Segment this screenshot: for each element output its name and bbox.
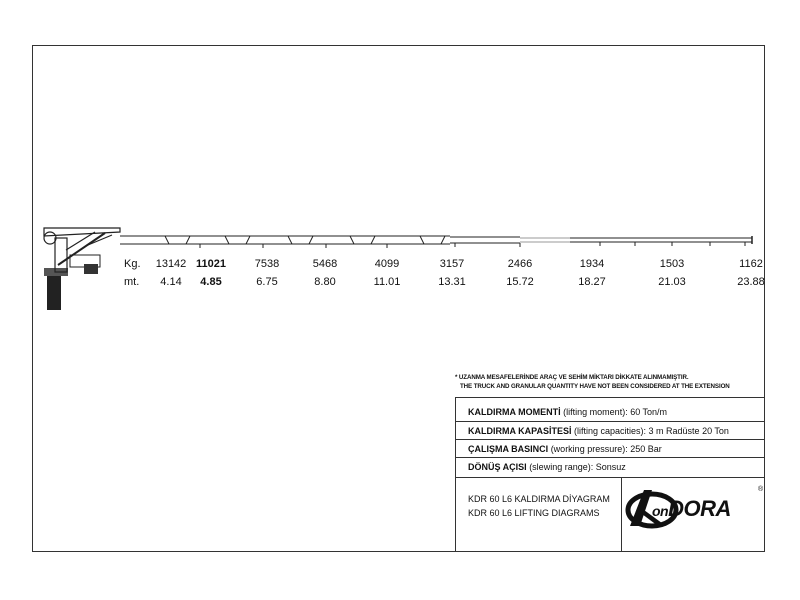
registered-mark: ®	[758, 486, 764, 493]
divider	[456, 439, 764, 440]
spec-moment	[468, 407, 667, 417]
spec-slewing	[468, 462, 626, 472]
spec-slewing-key: DÖNÜŞ AÇISI	[468, 462, 527, 472]
logo-text	[652, 496, 731, 522]
kg-cell: 1162	[739, 258, 763, 270]
logo-text-dora: DORA	[668, 496, 731, 521]
spec-pressure-value: (working pressure): 250 Bar	[550, 444, 662, 454]
kg-cell: 3157	[439, 258, 465, 270]
spec-capacity-key: KALDIRMA KAPASİTESİ	[468, 426, 572, 436]
mt-cell: 11.01	[373, 276, 401, 288]
diagram-title-tr: KDR 60 L6 KALDIRMA DİYAGRAM	[468, 494, 610, 504]
crane-mast	[55, 238, 67, 272]
spec-pressure-key: ÇALIŞMA BASINCI	[468, 444, 549, 454]
note-english: THE TRUCK AND GRANULAR QUANTITY HAVE NOT BEEN CONSIDERED AT THE EXTENSION	[460, 383, 730, 390]
kg-cell: 11021	[196, 258, 226, 270]
crane-pivot	[44, 232, 56, 244]
kg-cell: 1503	[659, 258, 685, 270]
mt-cell: 13.31	[438, 276, 466, 288]
kg-cell: 1934	[579, 258, 605, 270]
divider	[456, 457, 764, 458]
kg-label: Kg.	[124, 258, 141, 270]
divider	[456, 477, 764, 478]
divider	[456, 421, 764, 422]
title-divider	[621, 477, 622, 551]
note-turkish: * UZANMA MESAFELERİNDE ARAÇ VE SEHİM MİKTARI DİKKATE ALINMAMIŞTIR.	[455, 374, 689, 381]
mt-cell: 8.80	[314, 276, 336, 288]
spec-capacity	[468, 426, 729, 436]
mt-cell: 4.85	[200, 276, 222, 288]
kg-cell: 2466	[507, 258, 533, 270]
inner-boom	[44, 228, 120, 236]
crane-column	[47, 272, 61, 310]
spec-capacity-value: (lifting capacities): 3 m Radüste 20 Ton	[574, 426, 729, 436]
spec-box	[455, 397, 765, 552]
spec-pressure	[468, 444, 662, 454]
kg-cell: 5468	[312, 258, 338, 270]
spec-moment-key: KALDIRMA MOMENTİ	[468, 407, 561, 417]
spec-slewing-value: (slewing range): Sonsuz	[529, 462, 626, 472]
mt-cell: 15.72	[506, 276, 534, 288]
mt-cell: 18.27	[578, 276, 606, 288]
mt-cell: 21.03	[658, 276, 686, 288]
diagram-title-en: KDR 60 L6 LIFTING DIAGRAMS	[468, 508, 600, 518]
logo-text-on: on	[652, 503, 669, 519]
mt-cell: 6.75	[256, 276, 278, 288]
kg-cell: 13142	[155, 258, 187, 270]
kondora-logo	[624, 480, 764, 540]
kg-cell: 4099	[374, 258, 400, 270]
kg-cell: 7538	[254, 258, 280, 270]
spec-moment-value: (lifting moment): 60 Ton/m	[563, 407, 668, 417]
mt-cell: 4.14	[160, 276, 182, 288]
mt-cell: 23.88	[737, 276, 765, 288]
mt-label: mt.	[124, 276, 140, 288]
